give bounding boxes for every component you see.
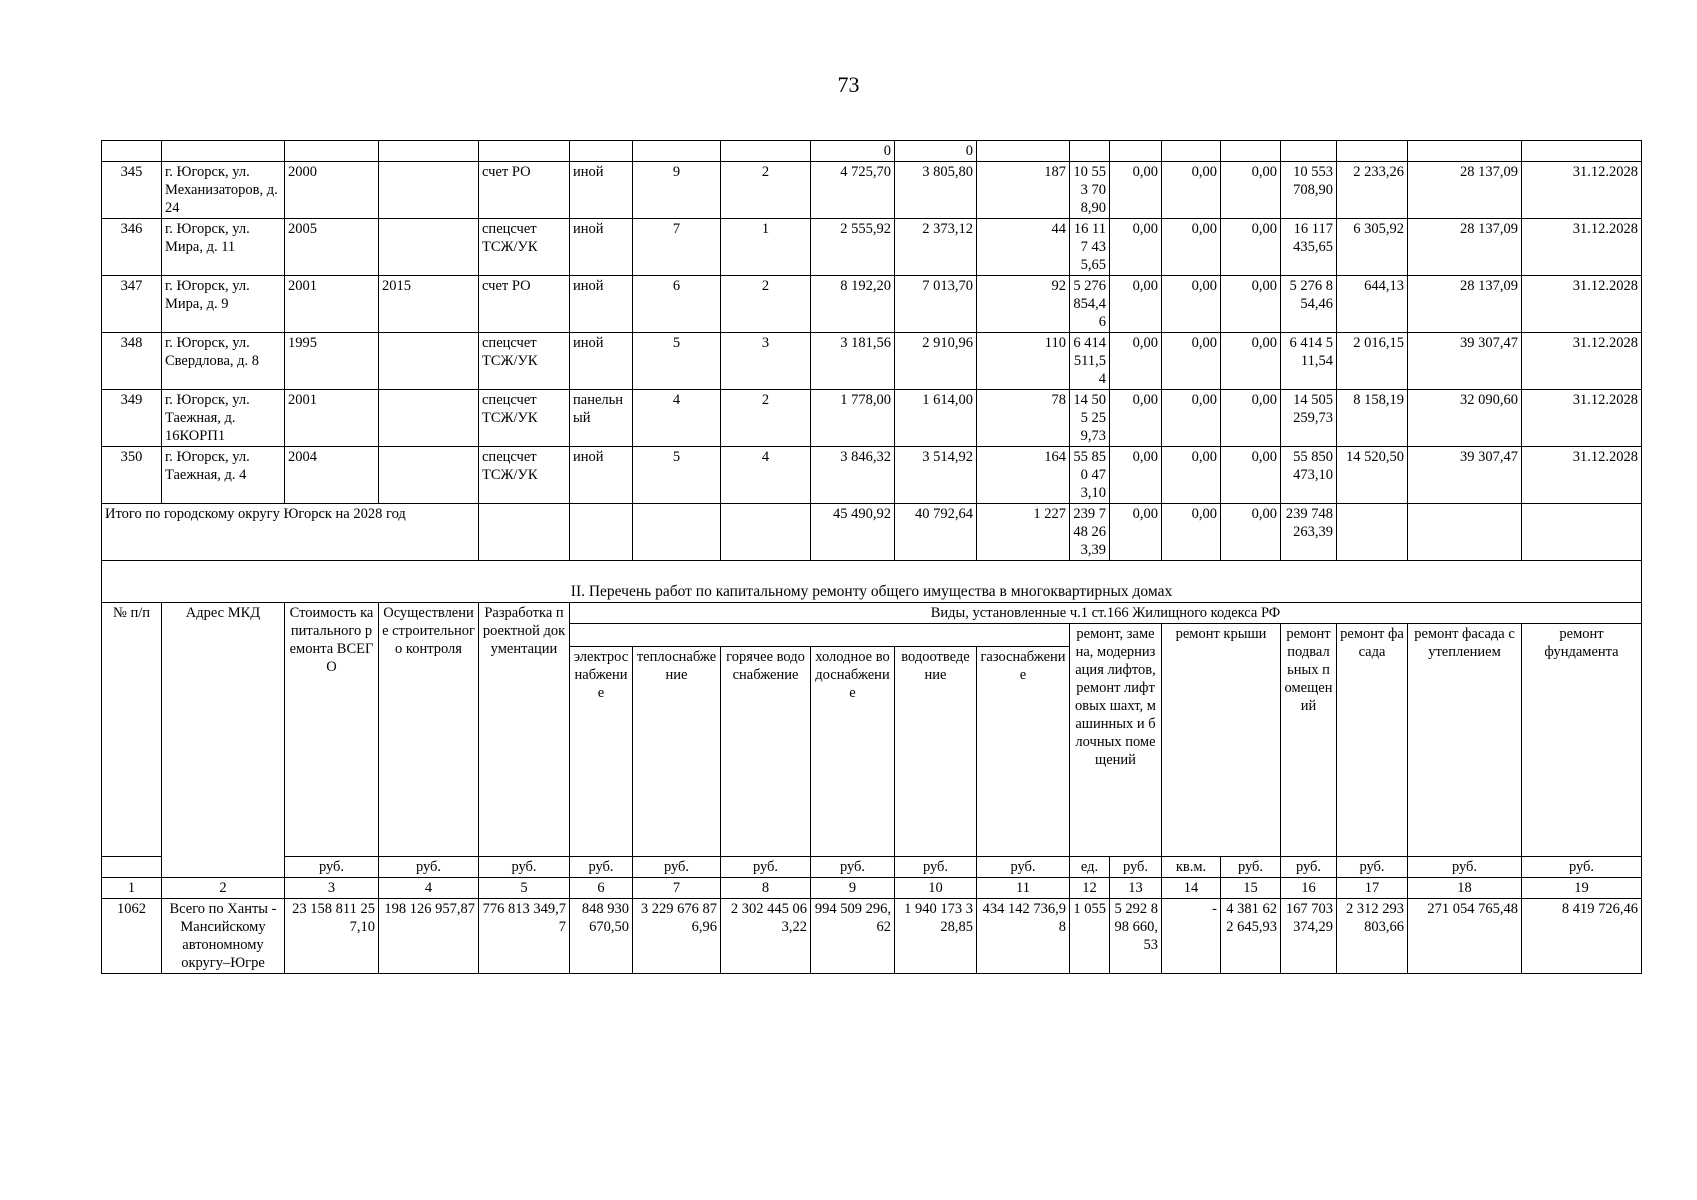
column-number: 3 <box>285 878 379 899</box>
row-account-type: спецсчет ТСЖ/УК <box>479 447 570 504</box>
header-basement-repair: ремонт подвальных помещений <box>1281 624 1337 857</box>
row-unit-cost: 6 305,92 <box>1337 219 1408 276</box>
okrug-total-row <box>102 899 1642 974</box>
column-number: 1 <box>102 878 162 899</box>
row-fund-local: 0,00 <box>1221 447 1281 504</box>
unit-cell: руб. <box>1522 857 1642 878</box>
row-floors: 4 <box>633 390 721 447</box>
row-year-built: 2005 <box>285 219 379 276</box>
row-fund-regional: 0,00 <box>1162 276 1221 333</box>
row-residents <box>977 141 1070 162</box>
header-gas: газоснабжение <box>977 647 1070 857</box>
row-entrances: 2 <box>721 390 811 447</box>
row-living-area: 0 <box>895 141 977 162</box>
row-wall-material: иной <box>570 333 633 390</box>
column-number: 9 <box>811 878 895 899</box>
row-fund-local <box>1221 141 1281 162</box>
row-year-renovated <box>379 219 479 276</box>
column-number: 13 <box>1110 878 1162 899</box>
row-account-type <box>479 141 570 162</box>
row-owners-funds: 55 850 473,10 <box>1281 447 1337 504</box>
total-owners-funds: 239 748 263,39 <box>1281 504 1337 561</box>
register-row <box>102 390 1642 447</box>
unit-cell-empty <box>102 857 162 878</box>
row-fund-local: 0,00 <box>1221 219 1281 276</box>
row-repair-cost <box>1070 141 1110 162</box>
empty-cell <box>570 504 633 561</box>
row-planned-date: 31.12.2028 <box>1522 219 1642 276</box>
row-living-area: 3 514,92 <box>895 447 977 504</box>
roof-area-value: - <box>1162 899 1221 974</box>
header-drainage: водоотведение <box>895 647 977 857</box>
unit-cell: ед. <box>1070 857 1110 878</box>
drainage-value: 1 940 173 328,85 <box>895 899 977 974</box>
row-residents: 78 <box>977 390 1070 447</box>
header-address: Адрес МКД <box>162 603 285 878</box>
total-cost-value: 23 158 811 257,10 <box>285 899 379 974</box>
row-planned-date: 31.12.2028 <box>1522 162 1642 219</box>
register-row <box>102 219 1642 276</box>
row-repair-cost: 55 850 473,10 <box>1070 447 1110 504</box>
row-residents: 110 <box>977 333 1070 390</box>
facade-insulation-value: 271 054 765,48 <box>1408 899 1522 974</box>
row-planned-date <box>1522 141 1642 162</box>
row-num: 346 <box>102 219 162 276</box>
page-number: 73 <box>837 72 860 97</box>
row-fund-regional: 0,00 <box>1162 162 1221 219</box>
row-cost-limit: 39 307,47 <box>1408 447 1522 504</box>
row-num: 350 <box>102 447 162 504</box>
row-entrances: 4 <box>721 447 811 504</box>
heating-value: 3 229 676 876,96 <box>633 899 721 974</box>
header-cold-water: холодное водоснабжение <box>811 647 895 857</box>
register-row <box>102 141 1642 162</box>
column-number: 5 <box>479 878 570 899</box>
row-num: 348 <box>102 333 162 390</box>
empty-cell <box>1522 504 1642 561</box>
column-number: 19 <box>1522 878 1642 899</box>
total-label: Итого по городскому округу Югорск на 2028 год <box>102 504 479 561</box>
column-number: 16 <box>1281 878 1337 899</box>
row-account-type: счет РО <box>479 276 570 333</box>
lift-cost-value: 5 292 898 660,53 <box>1110 899 1162 974</box>
basement-value: 167 703 374,29 <box>1281 899 1337 974</box>
row-planned-date: 31.12.2028 <box>1522 390 1642 447</box>
row-fund-federal: 0,00 <box>1110 276 1162 333</box>
cold-water-value: 994 509 296,62 <box>811 899 895 974</box>
row-living-area: 3 805,80 <box>895 162 977 219</box>
row-address: г. Югорск, ул. Свердлова, д. 8 <box>162 333 285 390</box>
row-unit-cost: 2 016,15 <box>1337 333 1408 390</box>
section-two <box>102 561 1642 974</box>
row-cost-limit: 28 137,09 <box>1408 162 1522 219</box>
unit-cell: руб. <box>1337 857 1408 878</box>
row-address: Всего по Ханты - Мансийскому автономному округу–Югре <box>162 899 285 974</box>
row-wall-material: иной <box>570 162 633 219</box>
row-planned-date: 31.12.2028 <box>1522 276 1642 333</box>
row-year-renovated <box>379 162 479 219</box>
units-row <box>102 857 1642 878</box>
row-address: г. Югорск, ул. Таежная, д. 4 <box>162 447 285 504</box>
row-entrances: 2 <box>721 276 811 333</box>
header-facade-insulation: ремонт фасада с утеплением <box>1408 624 1522 857</box>
section-title: II. Перечень работ по капитальному ремонту общего имущества в многоквартирных домах <box>102 561 1642 603</box>
register-row <box>102 276 1642 333</box>
row-total-area: 2 555,92 <box>811 219 895 276</box>
row-address: г. Югорск, ул. Механизаторов, д. 24 <box>162 162 285 219</box>
row-year-built: 2001 <box>285 276 379 333</box>
row-floors: 7 <box>633 219 721 276</box>
row-year-renovated <box>379 390 479 447</box>
row-fund-local: 0,00 <box>1221 333 1281 390</box>
row-repair-cost: 10 553 708,90 <box>1070 162 1110 219</box>
row-fund-federal: 0,00 <box>1110 333 1162 390</box>
header-construction-control: Осуществление строительного контроля <box>379 603 479 857</box>
row-repair-cost: 14 505 259,73 <box>1070 390 1110 447</box>
row-address: г. Югорск, ул. Таежная, д. 16КОРП1 <box>162 390 285 447</box>
row-floors: 6 <box>633 276 721 333</box>
row-year-built: 1995 <box>285 333 379 390</box>
row-owners-funds: 14 505 259,73 <box>1281 390 1337 447</box>
row-residents: 44 <box>977 219 1070 276</box>
row-num: 345 <box>102 162 162 219</box>
unit-cell: руб. <box>811 857 895 878</box>
column-number: 2 <box>162 878 285 899</box>
column-number: 12 <box>1070 878 1110 899</box>
empty-cell <box>479 504 570 561</box>
unit-cell: руб. <box>633 857 721 878</box>
control-value: 198 126 957,87 <box>379 899 479 974</box>
header-facade-repair: ремонт фасада <box>1337 624 1408 857</box>
upper-register <box>102 141 1642 561</box>
row-cost-limit: 28 137,09 <box>1408 276 1522 333</box>
row-year-built <box>285 141 379 162</box>
roof-cost-value: 4 381 622 645,93 <box>1221 899 1281 974</box>
row-fund-federal: 0,00 <box>1110 447 1162 504</box>
lift-units-value: 1 055 <box>1070 899 1110 974</box>
row-living-area: 2 910,96 <box>895 333 977 390</box>
unit-cell: руб. <box>895 857 977 878</box>
row-wall-material <box>570 141 633 162</box>
row-planned-date: 31.12.2028 <box>1522 333 1642 390</box>
row-account-type: спецсчет ТСЖ/УК <box>479 219 570 276</box>
total-area: 45 490,92 <box>811 504 895 561</box>
header-electricity: электроснабжение <box>570 647 633 857</box>
row-fund-regional: 0,00 <box>1162 219 1221 276</box>
total-fund-regional: 0,00 <box>1162 504 1221 561</box>
row-total-area: 3 181,56 <box>811 333 895 390</box>
row-floors: 5 <box>633 333 721 390</box>
header-roof-repair: ремонт крыши <box>1162 624 1281 857</box>
total-living-area: 40 792,64 <box>895 504 977 561</box>
row-cost-limit: 32 090,60 <box>1408 390 1522 447</box>
header-hot-water: горячее водоснабжение <box>721 647 811 857</box>
row-total-area: 1 778,00 <box>811 390 895 447</box>
row-living-area: 1 614,00 <box>895 390 977 447</box>
row-floors <box>633 141 721 162</box>
header-lift-repair: ремонт, замена, модернизация лифтов, ремонт лифтовых шахт, машинных и блочных помещений <box>1070 624 1162 857</box>
row-fund-regional <box>1162 141 1221 162</box>
empty-cell <box>1408 504 1522 561</box>
row-residents: 164 <box>977 447 1070 504</box>
row-cost-limit: 39 307,47 <box>1408 333 1522 390</box>
unit-cell: руб. <box>721 857 811 878</box>
row-total-area: 0 <box>811 141 895 162</box>
row-unit-cost: 644,13 <box>1337 276 1408 333</box>
total-fund-local: 0,00 <box>1221 504 1281 561</box>
row-entrances: 1 <box>721 219 811 276</box>
unit-cell: руб. <box>1408 857 1522 878</box>
unit-cell: руб. <box>479 857 570 878</box>
column-number: 8 <box>721 878 811 899</box>
facade-value: 2 312 293 803,66 <box>1337 899 1408 974</box>
register-row <box>102 333 1642 390</box>
total-repair-cost: 239 748 263,39 <box>1070 504 1110 561</box>
row-owners-funds <box>1281 141 1337 162</box>
column-number: 17 <box>1337 878 1408 899</box>
unit-cell: руб. <box>570 857 633 878</box>
column-number: 18 <box>1408 878 1522 899</box>
empty-cell <box>633 504 721 561</box>
column-numbers-row <box>102 878 1642 899</box>
row-floors: 9 <box>633 162 721 219</box>
column-number: 6 <box>570 878 633 899</box>
row-wall-material: иной <box>570 276 633 333</box>
row-owners-funds: 10 553 708,90 <box>1281 162 1337 219</box>
row-floors: 5 <box>633 447 721 504</box>
row-wall-material: иной <box>570 447 633 504</box>
register-row <box>102 447 1642 504</box>
row-entrances: 3 <box>721 333 811 390</box>
row-owners-funds: 16 117 435,65 <box>1281 219 1337 276</box>
row-unit-cost: 8 158,19 <box>1337 390 1408 447</box>
row-address <box>162 141 285 162</box>
row-fund-federal <box>1110 141 1162 162</box>
row-fund-local: 0,00 <box>1221 276 1281 333</box>
row-year-built: 2000 <box>285 162 379 219</box>
row-fund-federal: 0,00 <box>1110 390 1162 447</box>
row-living-area: 2 373,12 <box>895 219 977 276</box>
row-num: 347 <box>102 276 162 333</box>
header-num: № п/п <box>102 603 162 857</box>
column-number: 10 <box>895 878 977 899</box>
header-work-types: Виды, установленные ч.1 ст.166 Жилищного кодекса РФ <box>570 603 1642 624</box>
foundation-value: 8 419 726,46 <box>1522 899 1642 974</box>
row-year-renovated: 2015 <box>379 276 479 333</box>
row-total-area: 8 192,20 <box>811 276 895 333</box>
unit-cell: кв.м. <box>1162 857 1221 878</box>
row-account-type: спецсчет ТСЖ/УК <box>479 390 570 447</box>
row-num: 1062 <box>102 899 162 974</box>
row-fund-federal: 0,00 <box>1110 219 1162 276</box>
row-fund-federal: 0,00 <box>1110 162 1162 219</box>
row-num: 349 <box>102 390 162 447</box>
register-row <box>102 162 1642 219</box>
row-total-area: 3 846,32 <box>811 447 895 504</box>
total-fund-federal: 0,00 <box>1110 504 1162 561</box>
row-residents: 187 <box>977 162 1070 219</box>
row-year-built: 2001 <box>285 390 379 447</box>
row-living-area: 7 013,70 <box>895 276 977 333</box>
column-number: 15 <box>1221 878 1281 899</box>
row-address: г. Югорск, ул. Мира, д. 9 <box>162 276 285 333</box>
electricity-value: 848 930 670,50 <box>570 899 633 974</box>
row-cost-limit: 28 137,09 <box>1408 219 1522 276</box>
unit-cell: руб. <box>977 857 1070 878</box>
row-wall-material: панельный <box>570 390 633 447</box>
row-fund-regional: 0,00 <box>1162 447 1221 504</box>
unit-cell: руб. <box>285 857 379 878</box>
column-number: 14 <box>1162 878 1221 899</box>
row-account-type: спецсчет ТСЖ/УК <box>479 333 570 390</box>
row-fund-regional: 0,00 <box>1162 333 1221 390</box>
row-total-area: 4 725,70 <box>811 162 895 219</box>
header-foundation-repair: ремонт фундамента <box>1522 624 1642 857</box>
row-year-renovated <box>379 141 479 162</box>
unit-cell: руб. <box>1110 857 1162 878</box>
row-cost-limit <box>1408 141 1522 162</box>
column-number: 7 <box>633 878 721 899</box>
row-unit-cost: 14 520,50 <box>1337 447 1408 504</box>
total-residents: 1 227 <box>977 504 1070 561</box>
unit-cell: руб. <box>1221 857 1281 878</box>
row-wall-material: иной <box>570 219 633 276</box>
row-unit-cost: 2 233,26 <box>1337 162 1408 219</box>
row-owners-funds: 6 414 511,54 <box>1281 333 1337 390</box>
header-total-cost: Стоимость капитального ремонта ВСЕГО <box>285 603 379 857</box>
header-design-docs: Разработка проектной документации <box>479 603 570 857</box>
row-fund-regional: 0,00 <box>1162 390 1221 447</box>
unit-cell: руб. <box>379 857 479 878</box>
row-year-renovated <box>379 333 479 390</box>
row-fund-local: 0,00 <box>1221 162 1281 219</box>
unit-cell: руб. <box>1281 857 1337 878</box>
row-num <box>102 141 162 162</box>
register-total-row <box>102 504 1642 561</box>
design-value: 776 813 349,77 <box>479 899 570 974</box>
row-address: г. Югорск, ул. Мира, д. 11 <box>162 219 285 276</box>
row-residents: 92 <box>977 276 1070 333</box>
row-entrances <box>721 141 811 162</box>
empty-cell <box>721 504 811 561</box>
row-year-built: 2004 <box>285 447 379 504</box>
header-heating: теплоснабжение <box>633 647 721 857</box>
row-entrances: 2 <box>721 162 811 219</box>
empty-cell <box>1337 504 1408 561</box>
column-number: 11 <box>977 878 1070 899</box>
row-repair-cost: 16 117 435,65 <box>1070 219 1110 276</box>
row-planned-date: 31.12.2028 <box>1522 447 1642 504</box>
header-engineering-group <box>570 624 1070 647</box>
row-unit-cost <box>1337 141 1408 162</box>
row-owners-funds: 5 276 854,46 <box>1281 276 1337 333</box>
gas-value: 434 142 736,98 <box>977 899 1070 974</box>
capital-repair-table <box>101 140 1642 974</box>
row-fund-local: 0,00 <box>1221 390 1281 447</box>
row-repair-cost: 5 276 854,46 <box>1070 276 1110 333</box>
row-year-renovated <box>379 447 479 504</box>
column-number: 4 <box>379 878 479 899</box>
row-repair-cost: 6 414 511,54 <box>1070 333 1110 390</box>
row-account-type: счет РО <box>479 162 570 219</box>
hot-water-value: 2 302 445 063,22 <box>721 899 811 974</box>
